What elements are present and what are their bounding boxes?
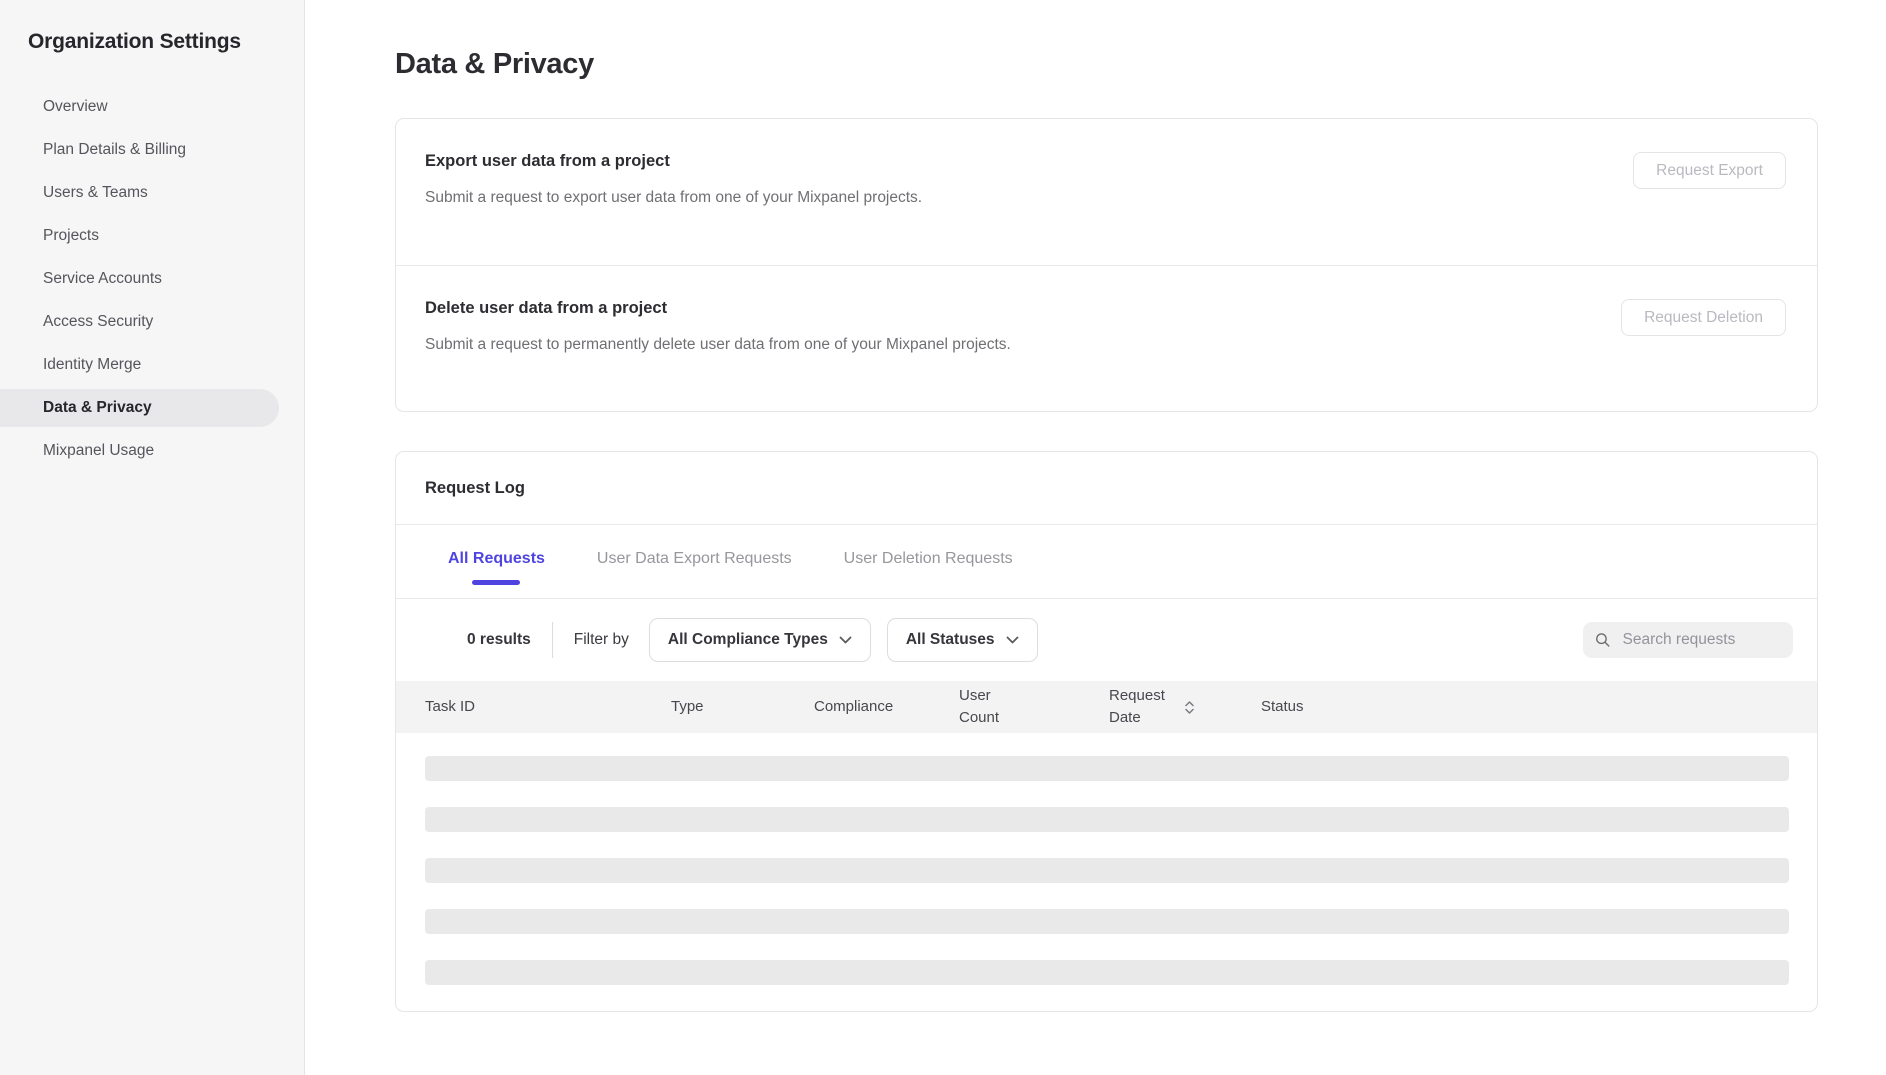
tab-user-deletion-requests[interactable]: [844, 525, 1013, 598]
request-log-title: Request Log: [396, 452, 1817, 525]
loading-skeleton-rows: [396, 733, 1817, 1011]
export-user-data-section: [396, 119, 1817, 265]
request-log-card: [395, 451, 1818, 1012]
search-requests-box[interactable]: [1583, 622, 1793, 658]
delete-user-data-section: [396, 265, 1817, 411]
sidebar-item-access-security[interactable]: Access Security: [43, 313, 154, 330]
skeleton-row: [425, 960, 1789, 985]
tab-label: All Requests: [448, 550, 545, 567]
column-header-request-date[interactable]: Request Date: [1109, 685, 1261, 729]
column-header-compliance: Compliance: [814, 698, 894, 716]
delete-user-data-title: Delete user data from a project: [425, 299, 668, 317]
chevron-down-icon: [1006, 636, 1019, 644]
request-export-button[interactable]: Request Export: [1633, 152, 1786, 189]
sidebar-item-identity-merge[interactable]: Identity Merge: [43, 356, 142, 373]
vertical-divider: [552, 622, 553, 658]
sidebar-item-projects[interactable]: Projects: [43, 227, 99, 244]
page-title: Data & Privacy: [395, 48, 594, 80]
request-log-table-header: [396, 681, 1817, 733]
request-deletion-button[interactable]: Request Deletion: [1621, 299, 1786, 336]
tab-label: User Deletion Requests: [843, 550, 1013, 567]
sidebar-item-mixpanel-usage[interactable]: Mixpanel Usage: [43, 442, 155, 459]
filter-by-label: Filter by: [573, 631, 629, 648]
sidebar-item-service-accounts[interactable]: Service Accounts: [43, 270, 162, 287]
data-actions-card: [395, 118, 1818, 412]
sidebar-nav: [0, 88, 304, 470]
export-user-data-description: Submit a request to export user data from one of your Mixpanel projects.: [425, 189, 923, 206]
tab-label: User Data Export Requests: [596, 550, 792, 567]
column-header-type: Type: [671, 698, 704, 716]
chevron-down-icon: [839, 636, 852, 644]
sidebar-item-overview[interactable]: Overview: [43, 98, 108, 115]
search-icon: [1595, 631, 1610, 649]
search-requests-input[interactable]: [1620, 630, 1781, 650]
tab-user-data-export-requests[interactable]: [597, 525, 792, 598]
column-header-status: Status: [1261, 698, 1304, 716]
skeleton-row: [425, 756, 1789, 781]
skeleton-row: [425, 807, 1789, 832]
status-filter-dropdown[interactable]: [887, 618, 1038, 662]
skeleton-row: [425, 909, 1789, 934]
main-content: [305, 0, 1886, 1075]
sidebar-item-data-privacy[interactable]: Data & Privacy: [0, 389, 279, 427]
status-filter-value: All Statuses: [905, 631, 995, 648]
results-count: 0 results: [467, 631, 531, 648]
sidebar: [0, 0, 305, 1075]
compliance-type-filter-dropdown[interactable]: [649, 618, 871, 662]
sidebar-title: Organization Settings: [28, 30, 241, 53]
sort-icon[interactable]: [1185, 701, 1194, 714]
column-header-task-id: Task ID: [425, 698, 476, 716]
request-log-tabs: [396, 525, 1817, 599]
filter-row: [396, 599, 1817, 681]
delete-user-data-description: Submit a request to permanently delete user data from one of your Mixpanel projects.: [425, 336, 1011, 353]
skeleton-row: [425, 858, 1789, 883]
tab-all-requests[interactable]: [448, 525, 545, 598]
column-header-user-count: User Count: [959, 687, 1000, 726]
compliance-type-filter-value: All Compliance Types: [667, 631, 828, 648]
sidebar-item-users-teams[interactable]: Users & Teams: [43, 184, 148, 201]
delete-user-data-text: [425, 299, 1011, 354]
export-user-data-text: [425, 152, 922, 207]
active-tab-underline: [472, 580, 520, 585]
sidebar-item-plan-details-billing[interactable]: Plan Details & Billing: [43, 141, 187, 158]
export-user-data-title: Export user data from a project: [425, 152, 670, 170]
